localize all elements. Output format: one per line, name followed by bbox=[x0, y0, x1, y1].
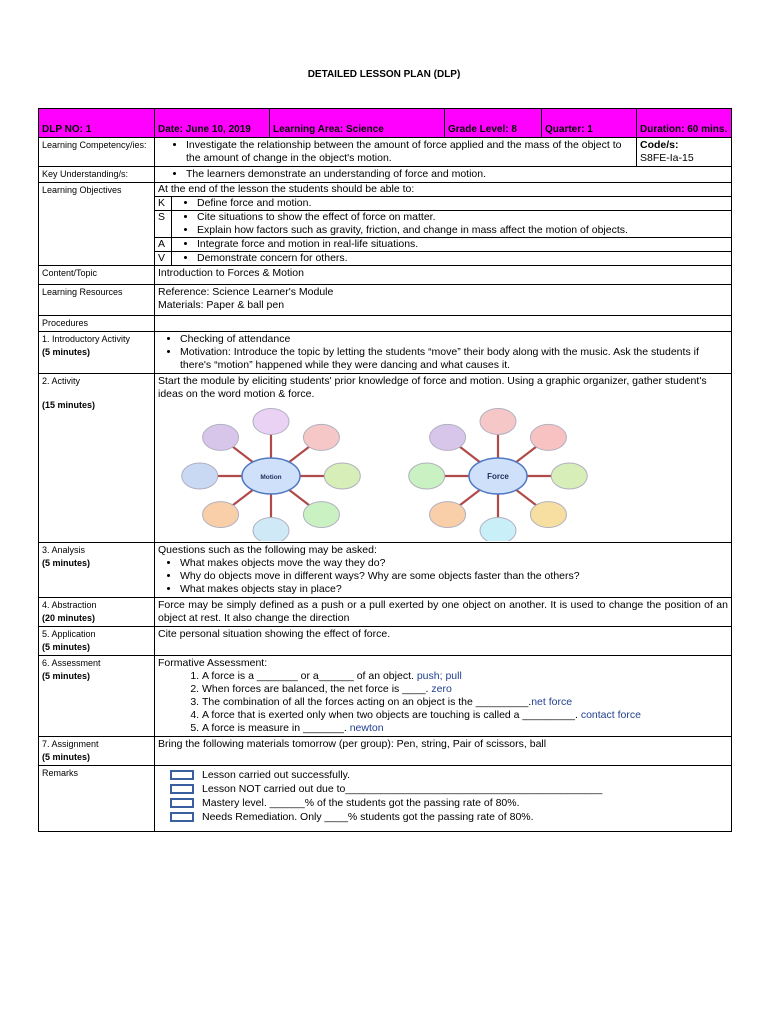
assessment-item: 1. A force is a _______ or a______ of an object. push; pull bbox=[202, 670, 728, 683]
objective-k-1: • Define force and motion. bbox=[197, 197, 728, 210]
assessment-item: 4. A force that is exerted only when two objects are touching is called a _________. contact force bbox=[202, 709, 728, 722]
answer: contact force bbox=[580, 709, 641, 721]
content-text: Introduction to Forces & Motion bbox=[155, 266, 732, 285]
graphic-organizer bbox=[158, 405, 768, 541]
remark-option: Lesson carried out successfully. bbox=[158, 768, 728, 782]
checkbox[interactable] bbox=[170, 812, 194, 822]
remarks-row bbox=[39, 766, 732, 832]
web-bubble bbox=[430, 424, 466, 450]
abstraction-minutes: (20 minutes) bbox=[42, 613, 96, 623]
web-bubble bbox=[303, 502, 339, 528]
web-bubble bbox=[430, 502, 466, 528]
intro-activity-row bbox=[39, 332, 732, 374]
intro-activity-label: 1. Introductory Activity bbox=[42, 334, 131, 344]
analysis-label: 3. Analysis bbox=[42, 545, 86, 555]
competencies-row bbox=[39, 138, 732, 167]
analysis-question-1: • What makes objects move the way they do? bbox=[180, 557, 728, 570]
resources-materials: Materials: Paper & ball pen bbox=[158, 299, 285, 311]
key-understanding-row bbox=[39, 167, 732, 183]
objectives-intro: At the end of the lesson the students should be able to: bbox=[158, 183, 415, 195]
assessment-minutes: (5 minutes) bbox=[42, 671, 91, 681]
abstraction-text: Force may be simply defined as a push or a pull exerted by one object on another. It is used to change the position of an object at rest. It also change the direction bbox=[155, 598, 732, 627]
web-bubble bbox=[530, 502, 566, 528]
code-label: Code/s: bbox=[640, 139, 679, 151]
competency-code: S8FE-Ia-15 bbox=[640, 152, 694, 164]
assignment-row bbox=[39, 737, 732, 766]
header-row bbox=[39, 109, 732, 138]
resources-reference: Reference: Science Learner's Module bbox=[158, 286, 334, 298]
assignment-text: Bring the following materials tomorrow (per group): Pen, string, Pair of scissors, ball bbox=[155, 737, 732, 766]
answer: newton bbox=[349, 722, 384, 734]
intro-activity-minutes: (5 minutes) bbox=[42, 347, 91, 357]
competencies-label: Learning Competency/ies: bbox=[39, 138, 155, 167]
objectives-domains bbox=[155, 196, 731, 265]
web-bubble bbox=[203, 424, 239, 450]
application-minutes: (5 minutes) bbox=[42, 642, 91, 652]
assessment-row bbox=[39, 656, 732, 737]
dlp-number: DLP NO: 1 bbox=[39, 109, 155, 138]
objective-s-1: • Cite situations to show the effect of force on matter. bbox=[197, 211, 728, 224]
remark-option: Mastery level. ______% of the students got the passing rate of 80%. bbox=[158, 796, 728, 810]
answer: push; pull bbox=[416, 670, 462, 682]
web-bubble bbox=[530, 424, 566, 450]
resources-row bbox=[39, 285, 732, 316]
lesson-plan-table bbox=[38, 108, 732, 832]
domain-s: S bbox=[155, 211, 172, 238]
web-bubble bbox=[182, 463, 218, 489]
motion-web bbox=[182, 408, 361, 541]
web-center-label: Force bbox=[487, 472, 509, 481]
assignment-label: 7. Assignment bbox=[42, 739, 99, 749]
assignment-minutes: (5 minutes) bbox=[42, 752, 91, 762]
abstraction-row bbox=[39, 598, 732, 627]
remark-option: Needs Remediation. Only ____% students got the passing rate of 80%. bbox=[158, 810, 728, 824]
content-row bbox=[39, 266, 732, 285]
analysis-question-3: • What makes objects stay in place? bbox=[180, 583, 728, 596]
web-center-label: Motion bbox=[260, 474, 282, 481]
application-label: 5. Application bbox=[42, 629, 96, 639]
analysis-row bbox=[39, 543, 732, 598]
analysis-intro: Questions such as the following may be asked: bbox=[158, 544, 377, 556]
intro-item-1: • Checking of attendance bbox=[180, 333, 728, 346]
abstraction-label: 4. Abstraction bbox=[42, 600, 97, 610]
domain-k: K bbox=[155, 197, 172, 211]
checkbox[interactable] bbox=[170, 784, 194, 794]
web-bubble bbox=[409, 463, 445, 489]
key-understanding-text: • The learners demonstrate an understanding of force and motion. bbox=[186, 168, 728, 181]
answer: zero bbox=[431, 683, 452, 695]
learning-area: Learning Area: Science bbox=[270, 109, 445, 138]
web-bubble bbox=[203, 502, 239, 528]
web-bubble bbox=[480, 408, 516, 434]
procedures-row bbox=[39, 316, 732, 332]
assessment-item: 2. When forces are balanced, the net force is ____. zero bbox=[202, 683, 728, 696]
key-understanding-label: Key Understanding/s: bbox=[39, 167, 155, 183]
grade-level: Grade Level: 8 bbox=[445, 109, 542, 138]
web-bubble bbox=[253, 518, 289, 541]
competency-text: • Investigate the relationship between the amount of force applied and the mass of the object to the amount of change in the object's motion. bbox=[186, 139, 633, 165]
checkbox[interactable] bbox=[170, 770, 194, 780]
objective-s-2: • Explain how factors such as gravity, friction, and change in mass affect the motion of objects. bbox=[197, 224, 728, 237]
remarks-label: Remarks bbox=[39, 766, 155, 832]
web-bubble bbox=[253, 408, 289, 434]
activity-label: 2. Activity bbox=[42, 376, 81, 386]
answer: net force bbox=[531, 696, 573, 708]
domain-v: V bbox=[155, 252, 172, 266]
web-bubble bbox=[551, 463, 587, 489]
domain-a: A bbox=[155, 238, 172, 252]
web-bubble bbox=[324, 463, 360, 489]
application-text: Cite personal situation showing the effect of force. bbox=[155, 627, 732, 656]
web-bubble bbox=[303, 424, 339, 450]
lesson-date: Date: June 10, 2019 bbox=[155, 109, 270, 138]
web-bubble bbox=[480, 518, 516, 541]
quarter: Quarter: 1 bbox=[542, 109, 637, 138]
intro-item-2: • Motivation: Introduce the topic by letting the students “move” their body along with the music. Ask the students if there's “motion” happened while they were dancing and what causes it. bbox=[180, 346, 728, 372]
resources-label: Learning Resources bbox=[39, 285, 155, 316]
objective-a-1: • Integrate force and motion in real-life situations. bbox=[197, 238, 728, 251]
procedures-label: Procedures bbox=[39, 316, 155, 332]
objectives-label: Learning Objectives bbox=[39, 183, 155, 266]
assessment-label: 6. Assessment bbox=[42, 658, 101, 668]
analysis-minutes: (5 minutes) bbox=[42, 558, 91, 568]
application-row bbox=[39, 627, 732, 656]
analysis-question-2: • Why do objects move in different ways? Why are some objects faster than the others? bbox=[180, 570, 728, 583]
activity-text: Start the module by eliciting students' prior knowledge of force and motion. Using a graphic organizer, gather student's ideas on the word motion & force. bbox=[158, 375, 707, 400]
checkbox[interactable] bbox=[170, 798, 194, 808]
duration: Duration: 60 mins. bbox=[637, 109, 732, 138]
objectives-row bbox=[39, 183, 732, 266]
assessment-intro: Formative Assessment: bbox=[158, 657, 268, 669]
activity-minutes: (15 minutes) bbox=[42, 400, 96, 410]
content-label: Content/Topic bbox=[39, 266, 155, 285]
objective-v-1: • Demonstrate concern for others. bbox=[197, 252, 728, 265]
remark-option: Lesson NOT carried out due to____________________________________________ bbox=[158, 782, 728, 796]
document-title: DETAILED LESSON PLAN (DLP) bbox=[307, 69, 461, 80]
assessment-item: 3. The combination of all the forces acting on an object is the _________.net force bbox=[202, 696, 728, 709]
force-web bbox=[409, 408, 588, 541]
activity-row bbox=[39, 374, 732, 543]
assessment-item: 5. A force is measure in _______. newton bbox=[202, 722, 728, 735]
